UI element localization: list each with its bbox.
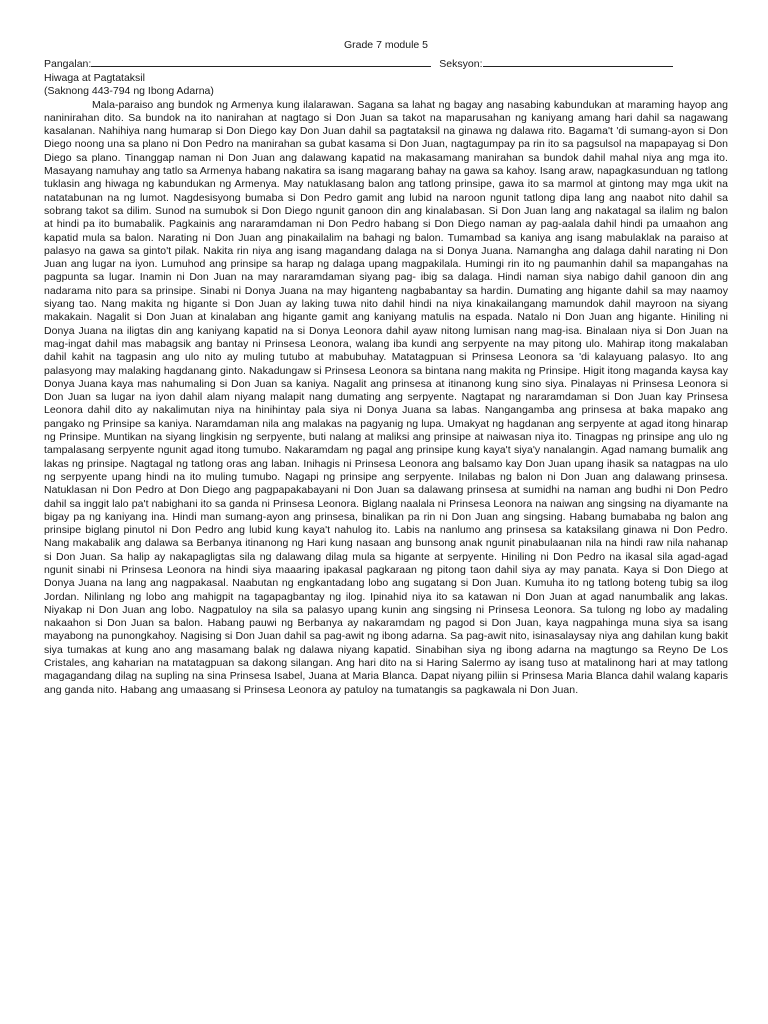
- lesson-range: (Saknong 443-794 ng Ibong Adarna): [44, 85, 214, 98]
- document-title: Grade 7 module 5: [343, 39, 429, 51]
- name-label: Pangalan:: [44, 58, 92, 70]
- section-blank-line[interactable]: [483, 56, 673, 67]
- worksheet-page: [44, 38, 728, 697]
- section-label: Seksyon:: [439, 58, 483, 70]
- lesson-title: Hiwaga at Pagtataksil: [44, 72, 145, 84]
- student-info-row: [44, 56, 728, 71]
- name-blank-line[interactable]: [91, 56, 431, 67]
- story-paragraph: Mala-paraiso ang bundok ng Armenya kung ilalarawan. Sagana sa lahat ng bagay ang nasabing kabundukan at maraming hayop ang naninirahan dito. Sa bundok na ito nanirahan at nagtago si Don Juan sa takot na maparusahan ng kaniyang amang hari dahil sa nagawang kasalanan. Nahihiya nang humarap si Don Diego kay Don Juan dahil sa pagtataksil na ginawa ng dalawa rito. Bagama't 'di sumang-ayon si Don Diego noong una sa plano ni Don Pedro na manirahan sa gubat kasama si Don Juan, nagtagumpay pa rin ito sa pagsulsol na mapapayag si Don Diego sa plano. Tinanggap naman ni Don Juan ang dalawang kapatid na makasamang manirahan sa bundok dahil mahal niya ang mga ito. Masayang namuhay ang tatlo sa Armenya habang nakatira sa isang magarang bahay na gawa sa kahoy. Isang araw, napagkasunduan ng tatlong tuklasin ang hiwaga ng kabundukan ng Armenya. May natuklasang balon ang tatlong prinsipe, gawa ito sa marmol at gintong may mga ukit na natatabunan na ng lumot. Nagdesisyong bumaba si Don Pedro gamit ang lubid na naroon ngunit tatlong dipa lang ang naabot nito dahil sa sobrang takot sa dilim. Sunod na sumubok si Don Diego ngunit ganoon din ang kinalabasan. Si Don Juan lang ang nakatagal sa ilalim ng balon at hindi pa ito bumabalik. Pagkainis ang nararamdaman ni Don Pedro habang si Don Diego naman ay pag-aalala dahil hindi pa umaahon ang kapatid mula sa balon. Narating ni Don Juan ang pinakailalim na bahagi ng balon. Tumambad sa kaniya ang isang mabulaklak na paraiso at palasyo na gawa sa ginto't pilak. Nakita rin niya ang isang magandang dalaga na si Donya Juana. Namangha ang dalaga dahil narating ni Don Juan ang lugar na iyon. Lumuhod ang prinsipe sa harap ng dalaga upang magpakilala. Humingi rin ito ng paumanhin dahil sa mapangahas na pagpunta sa lugar. Inamin ni Don Juan na may nararamdaman siyang pag- ibig sa dalaga. Hindi naman siya nabigo dahil ganoon din ang nadarama nito para sa prinsipe. Sinabi ni Donya Juana na may higanteng nagbabantay sa hardin. Dumating ang higante dahil sa may naamoy siyang tao. Nang makita ng higante si Don Juan ay laking tuwa nito dahil hindi na niya kinakailangang mamundok dahil mayroon na siyang makakain. Nagalit si Don Juan at kinalaban ang higante gamit ang kaniyang matulis na espada. Natalo ni Don Juan ang higante. Hiniling ni Donya Juana na iligtas din ang kaniyang kapatid na si Donya Leonora dahil ayaw nitong lumisan nang mag-isa. Binalaan niya si Don Juan na mag-ingat dahil mas mabagsik ang bantay ni Prinsesa Leonora, walang iba kundi ang serpyente na may pitong ulo. Mahirap itong makalaban dahil kahit na tagpasin ang ulo nito ay muling tutubo at mabubuhay. Matatagpuan si Prinsesa Leonora sa 'di kalayuang palasyo. Ito ang palasyong may malaking hagdanang ginto. Nakadungaw si Prinsesa Leonora sa bintana nang makita ng Prinsipe. Higit itong maganda kaysa kay Donya Juana kaya mas nahumaling si Don Juan sa kaniya. Nagalit ang prinsesa at itinanong kung sino siya. Pinalayas ni Prinsesa Leonora si Don Juan sa lugar na iyon dahil alam niyang malapit nang dumating ang serpyente. Nagtapat ng nararamdaman si Don Juan kay Prinsesa Leonora dahil dito ay nakalimutan niya na hinihintay pala siya ni Donya Juana sa labas. Nangangamba ang prinsesa at baka mapako ang pangako ng Prinsipe sa kaniya. Naramdaman nila ang malakas na pagyanig ng lupa. Umakyat ng hagdanan ang serpyente at agad itong hinarap ng Prinsipe. Muntikan na siyang lingkisin ng serpyente, buti nalang at maliksi ang prinsipe at naiwasan niya ito. Tinagpas ng prinsipe ang ulo ng tampalasang serpyente ngunit agad itong tumubo. Nakaramdam ng pagal ang prinsipe kung kaya't siya'y nanalangin. Agad namang bumalik ang lakas ng prinsipe. Nagtagal ng tatlong oras ang laban. Inihagis ni Prinsesa Leonora ang balsamo kay Don Juan upang ihasik sa natagpas na ulo ng serpyente upang hindi na ito muling tumubo. Nagapi ng prinsipe ang serpyente. Inilabas ng balon ni Don Juan ang dalawang prinsesa. Natuklasan ni Don Pedro at Don Diego ang pagpapakabayani ni Don Juan sa dalawang prinsesa at sumidhi na naman ang budhi ni Don Pedro dahil sa inggit lalo pa't nabighani ito sa ganda ni Prinsesa Leonora. Biglang naalala ni Prinsesa Leonora na naiwan ang singsing na diyamante na bigay pa ng kaniyang ina. Hindi man sumang-ayon ang prinsesa, binalikan pa rin ni Don Juan ang singsing. Habang bumababa ng balon ang prinsipe biglang pinutol ni Don Pedro ang lubid kung kaya't nahulog ito. Labis na nanlumo ang prinsesa sa kataksilang ginawa ni Don Pedro. Nang makabalik ang dalawa sa Berbanya itinanong ng Hari kung nasaan ang bunsong anak ngunit pinabulaanan nila na hindi raw nila nahanap si Don Juan. Sa halip ay nakapagligtas sila ng dalawang dilag mula sa higante at serpyente. Hiniling ni Don Pedro na ikasal sila agad-agad ngunit sinabi ni Prinsesa Leonora na hindi siya maaaring ipakasal pagkaraan ng pitong taon dahil siya ay may panata. Kaya si Don Diego at Donya Juana na lang ang nagpakasal. Naabutan ng engkantadang lobo ang sugatang si Don Juan. Kumuha ito ng tatlong boteng tubig sa ilog Jordan. Nilinlang ng lobo ang mahigpit na tagapagbantay ng ilog. Ipinahid niya ito sa katawan ni Don Juan at agad nanumbalik ang lakas. Niyakap ni Don Juan ang lobo. Nagpatuloy na sila sa palasyo upang kunin ang singsing ni Prinsesa Leonora. Sa tulong ng lobo ay madaling nakaahon si Don Juan sa balon. Habang pauwi ng Berbanya ay nakaramdam ng pagod si Don Juan, kaya nagpahinga muna siya sa isang mayabong na punongkahoy. Nagising si Don Juan dahil sa pag-awit ng ibong adarna. Sa pag-awit nito, isinasalaysay niya ang dahilan kung bakit siya tumakas at kung ano ang masamang balak ng dalawa niyang kapatid. Sinabihan siya ng ibong adarna na magtungo sa Reyno De Los Cristales, ang kaharian na matatagpuan sa dakong silangan. Ang hari dito na si Haring Salermo ay isang tuso at matalinong hari at may tatlong magagandang dilag na supling na sina Prinsesa Isabel, Juana at Maria Blanca. Dapat niyang piliin si Prinsesa Maria Blanca dahil walang kaparis ang ganda nito. Habang ang umaasang si Prinsesa Leonora ay patuloy na tumatangis sa pagkawala ni Don Juan.: [44, 98, 728, 696]
